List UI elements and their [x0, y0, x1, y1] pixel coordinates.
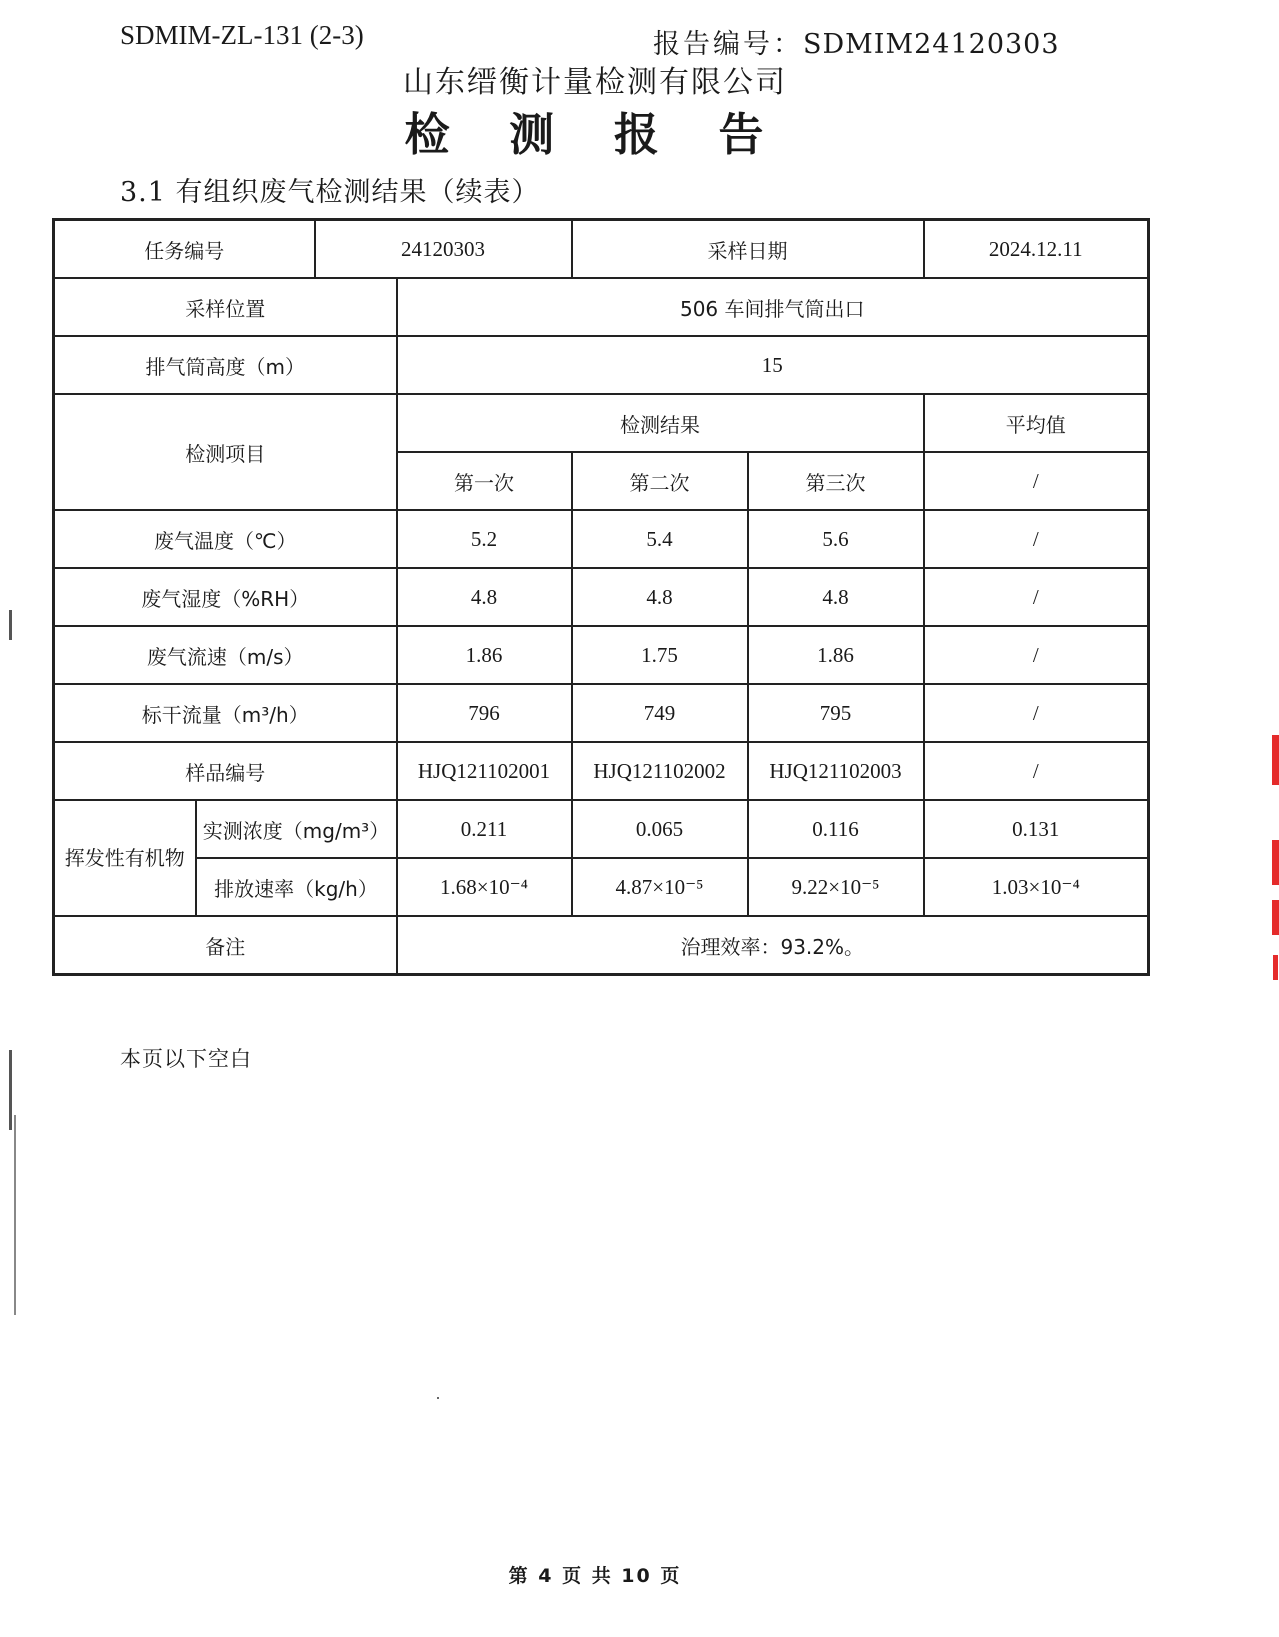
run-1-value: 1.68×10⁻⁴ — [397, 858, 572, 916]
location-label: 采样位置 — [54, 278, 397, 336]
speck — [437, 1397, 439, 1399]
run-2-value: 749 — [572, 684, 748, 742]
report-number-label: 报告编号： — [653, 29, 803, 60]
edge-mark — [9, 1050, 12, 1130]
item-label: 检测项目 — [54, 394, 397, 510]
table-row — [54, 684, 1149, 742]
run-3-value: 1.86 — [748, 626, 924, 684]
result-label: 检测结果 — [397, 394, 924, 452]
page-number: 第 4 页 共 10 页 — [508, 1565, 682, 1587]
results-table — [52, 218, 1150, 976]
remark-value: 治理效率：93.2%。 — [397, 916, 1149, 975]
run-1-value: 796 — [397, 684, 572, 742]
run-3-value: 5.6 — [748, 510, 924, 568]
run-3-label: 第三次 — [748, 452, 924, 510]
seal-fragment — [1273, 955, 1278, 980]
run-3-value: 0.116 — [748, 800, 924, 858]
remark-label: 备注 — [54, 916, 397, 975]
company-name: 山东缙衡计量检测有限公司 — [403, 65, 787, 100]
table-row — [54, 626, 1149, 684]
row-label: 样品编号 — [54, 742, 397, 800]
table-row — [54, 568, 1149, 626]
avg-label: 平均值 — [924, 394, 1149, 452]
task-row — [54, 220, 1149, 279]
sample-date-label: 采样日期 — [572, 220, 924, 279]
run-3-value: HJQ121102003 — [748, 742, 924, 800]
row-label: 废气流速（m/s） — [54, 626, 397, 684]
table-row — [54, 510, 1149, 568]
run-2-value: 0.065 — [572, 800, 748, 858]
task-no-label: 任务编号 — [54, 220, 315, 279]
run-1-value: 1.86 — [397, 626, 572, 684]
edge-mark — [14, 1115, 16, 1315]
seal-fragment — [1272, 840, 1279, 885]
report-title: 检 测 报 告 — [404, 108, 786, 161]
row-label: 实测浓度（mg/m³） — [196, 800, 397, 858]
row-label: 废气温度（℃） — [54, 510, 397, 568]
seal-fragment — [1272, 900, 1279, 935]
run-1-value: 0.211 — [397, 800, 572, 858]
run-2-value: HJQ121102002 — [572, 742, 748, 800]
run-2-value: 4.8 — [572, 568, 748, 626]
document-code: SDMIM-ZL-131 (2-3) — [120, 20, 364, 50]
run-2-value: 5.4 — [572, 510, 748, 568]
avg-value: / — [924, 626, 1149, 684]
avg-value: / — [924, 510, 1149, 568]
avg-value: 0.131 — [924, 800, 1149, 858]
location-row — [54, 278, 1149, 336]
edge-mark — [9, 610, 12, 640]
row-label: 标干流量（m³/h） — [54, 684, 397, 742]
run-1-label: 第一次 — [397, 452, 572, 510]
report-number-value: SDMIM24120303 — [803, 29, 1060, 60]
table-row — [54, 742, 1149, 800]
height-value: 15 — [397, 336, 1149, 394]
remark-row — [54, 916, 1149, 975]
report-number — [653, 22, 1060, 61]
location-value: 506 车间排气筒出口 — [397, 278, 1149, 336]
table-row — [54, 800, 1149, 858]
blank-note: 本页以下空白 — [120, 1047, 252, 1071]
header-row-1 — [54, 394, 1149, 452]
avg-value: / — [924, 684, 1149, 742]
seal-fragment — [1272, 735, 1279, 785]
avg-value: 1.03×10⁻⁴ — [924, 858, 1149, 916]
voc-label: 挥发性有机物 — [54, 800, 196, 916]
avg-value: / — [924, 568, 1149, 626]
row-label: 排放速率（kg/h） — [196, 858, 397, 916]
run-3-value: 9.22×10⁻⁵ — [748, 858, 924, 916]
run-1-value: 5.2 — [397, 510, 572, 568]
run-1-value: HJQ121102001 — [397, 742, 572, 800]
sample-date: 2024.12.11 — [924, 220, 1149, 279]
run-2-label: 第二次 — [572, 452, 748, 510]
height-row — [54, 336, 1149, 394]
table-row — [54, 858, 1149, 916]
run-3-value: 795 — [748, 684, 924, 742]
avg-slash: / — [924, 452, 1149, 510]
height-label: 排气筒高度（m） — [54, 336, 397, 394]
avg-value: / — [924, 742, 1149, 800]
run-3-value: 4.8 — [748, 568, 924, 626]
section-title: 3.1 有组织废气检测结果（续表） — [120, 177, 540, 208]
run-2-value: 4.87×10⁻⁵ — [572, 858, 748, 916]
run-2-value: 1.75 — [572, 626, 748, 684]
row-label: 废气湿度（%RH） — [54, 568, 397, 626]
run-1-value: 4.8 — [397, 568, 572, 626]
task-no: 24120303 — [315, 220, 572, 279]
